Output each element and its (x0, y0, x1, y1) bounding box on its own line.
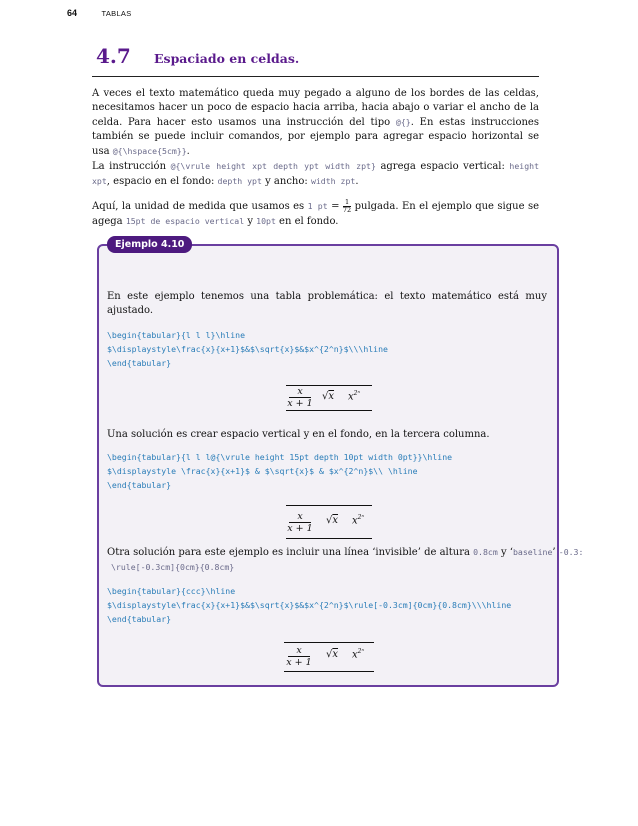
section-number: 4.7 (96, 44, 131, 68)
power-expression: $x^{2^n}$ (352, 514, 364, 527)
example-lead: En este ejemplo tenemos una tabla problemática: el texto matemático está muy ajustado. (107, 291, 547, 316)
sqrt-expression: √x (322, 391, 335, 402)
result-table-1 (286, 385, 372, 411)
section-title: Espaciado en celdas. (154, 51, 300, 66)
page-number: 64 (67, 8, 78, 18)
table-top-rule (286, 505, 372, 506)
sqrt-expression: √x (326, 649, 339, 660)
table-bottom-rule (286, 538, 372, 539)
result-table-2 (286, 505, 372, 539)
table-top-rule (284, 642, 374, 643)
table-bottom-rule (286, 410, 372, 411)
code3-line-2: $\displaystyle\frac{x}{x+1}$&$\sqrt{x}$&$x^{2^n}$\rule[-0.3cm]{0cm}{0.8cm}\\\hline (107, 600, 512, 610)
frac-denominator: x + 1 (287, 398, 313, 409)
code3-line-3: \end{tabular} (107, 614, 172, 624)
code2-line-3: \end{tabular} (107, 480, 172, 490)
table-bottom-rule (284, 671, 374, 672)
frac-numerator: x (297, 386, 303, 397)
result-table-3 (284, 642, 374, 672)
frac-numerator: x (296, 645, 302, 656)
code1-line-2: $\displaystyle\frac{x}{x+1}$&$\sqrt{x}$&$x^{2^n}$\\\hline (107, 344, 388, 354)
intro-paragraph-3: Aquí, la unidad de medida que usamos es 1 pt = $\frac{1}{72}$ pulgada. En el ejemplo que sigue se agega 15pt de espacio vertical y 10pt en el fondo. (92, 198, 539, 227)
intro-paragraph-2: La instrucción @{\vrule height xpt depth ypt width zpt} agrega espacio vertical: height xpt, espacio en el fondo: depth ypt y ancho: width zpt. (92, 161, 539, 187)
frac-numerator: x (297, 511, 303, 522)
code1-line-1: \begin{tabular}{l l l}\hline (107, 330, 246, 340)
code1-line-3: \end{tabular} (107, 358, 172, 368)
solution-2-rule-code: \rule[-0.3cm]{0cm}{0.8cm} (111, 562, 235, 572)
running-head (67, 8, 132, 18)
solution-1-text: Una solución es crear espacio vertical y en el fondo, en la tercera columna. (107, 429, 490, 440)
frac-denominator: x + 1 (286, 657, 312, 668)
section-rule (92, 76, 539, 77)
frac-denominator: x + 1 (287, 523, 313, 534)
power-expression: $x^{2^n}$ (348, 390, 360, 403)
code2-line-2: $\displaystyle \frac{x}{x+1}$ & $\sqrt{x}$ & $x^{2^n}$\\ \hline (107, 466, 418, 476)
power-expression: $x^{2^n}$ (352, 648, 364, 661)
sqrt-expression: √x (326, 515, 339, 526)
example-tag: Ejemplo 4.10 (107, 236, 192, 253)
code2-line-1: \begin{tabular}{l l l@{\vrule height 15pt depth 10pt width 0pt}}\hline (107, 452, 453, 462)
inline-fraction: $\frac{1}{72}$ (342, 198, 352, 214)
solution-2-text: Otra solución para este ejemplo es incluir una línea ‘invisible’ de altura 0.8cm y ‘baseline’ -0.3: (107, 547, 584, 558)
code3-line-1: \begin{tabular}{ccc}\hline (107, 586, 236, 596)
chapter-name: TABLAS (101, 9, 132, 18)
intro-paragraph-1: A veces el texto matemático queda muy pegado a alguno de los bordes de las celdas, necesitamos hacer un poco de espacio hacia arriba, hacia abajo o variar el ancho de la celda. Para hacer esto usamos una instrucción del tipo @{}. En estas instrucciones también se puede incluir comandos, por ejemplo para agregar espacio horizontal se usa @{\hspace{5cm}}. (92, 88, 539, 157)
